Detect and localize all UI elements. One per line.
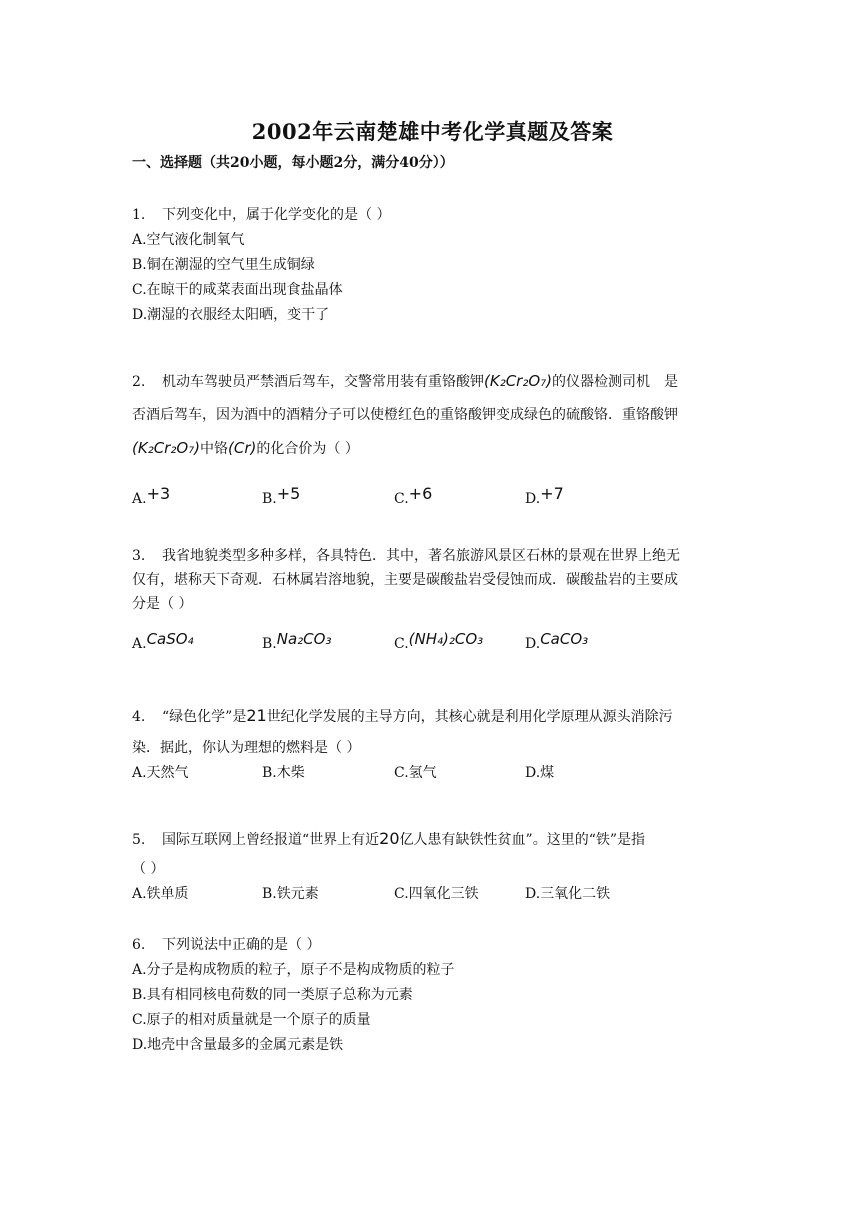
- question-text: 机动车驾驶员严禁酒后驾车，交警常用装有重铬酸钾: [162, 374, 484, 390]
- question-text: 的仪器检测司机 是: [552, 374, 679, 390]
- question-number: 3.: [132, 548, 146, 564]
- option-b: B.木柴: [262, 765, 305, 781]
- question-1-stem: [132, 204, 390, 224]
- option-letter: C.: [394, 491, 409, 507]
- option-letter: C.: [394, 636, 409, 652]
- option-b: [262, 630, 332, 652]
- question-2-stem-line-1: [132, 371, 678, 391]
- question-number: 1.: [132, 207, 146, 223]
- question-4-stem-line-2: 染．据此，你认为理想的燃料是（ ）: [132, 740, 361, 756]
- question-text: 我省地貌类型多种多样，各具特色．其中，著名旅游风景区石林的景观在世界上绝无: [162, 548, 680, 564]
- formula-cr: (Cr): [228, 439, 257, 457]
- question-5-stem-line-1: [132, 829, 645, 849]
- question-3-stem-line-1: [132, 545, 680, 565]
- option-letter: D.: [525, 491, 541, 507]
- question-2-stem-line-2: 否酒后驾车，因为酒中的酒精分子可以使橙红色的重铬酸钾变成绿色的硫酸铬．重铬酸钾: [132, 407, 678, 423]
- option-d: D.三氧化二铁: [525, 886, 611, 902]
- question-text: 的化合价为（ ）: [256, 441, 359, 457]
- formula-k2cr2o7: (K₂Cr₂O₇): [132, 439, 201, 457]
- option-c: [394, 484, 433, 507]
- question-text: 亿人患有缺铁性贫血”。这里的“铁”是指: [399, 832, 646, 848]
- question-6-option-c: C.原子的相对质量就是一个原子的质量: [132, 1012, 371, 1028]
- number-21: 21: [246, 706, 267, 725]
- question-1-option-a: A.空气液化制氧气: [132, 232, 245, 248]
- option-a: [132, 630, 194, 652]
- question-text: 中铬: [200, 441, 229, 457]
- question-number: 5.: [132, 832, 146, 848]
- question-6-option-a: A.分子是构成物质的粒子，原子不是构成物质的粒子: [132, 962, 455, 978]
- option-value: CaSO₄: [146, 630, 194, 648]
- document-title: 2002年云南楚雄中考化学真题及答案: [251, 119, 614, 144]
- question-text: 下列变化中，属于化学变化的是（ ）: [162, 207, 391, 223]
- number-20: 20: [379, 829, 400, 848]
- question-text: 国际互联网上曾经报道“世界上有近: [162, 832, 380, 848]
- formula-k2cr2o7: (K₂Cr₂O₇): [484, 372, 553, 390]
- option-b: [262, 484, 301, 507]
- option-value: +6: [408, 484, 433, 503]
- question-1-option-b: B.铜在潮湿的空气里生成铜绿: [132, 257, 315, 273]
- option-letter: B.: [262, 491, 277, 507]
- option-value: (NH₄)₂CO₃: [408, 630, 484, 648]
- option-value: +7: [540, 484, 564, 503]
- question-text: “绿色化学”是: [162, 709, 247, 725]
- question-1-option-d: D.潮湿的衣服经太阳晒，变干了: [132, 307, 330, 323]
- option-value: Na₂CO₃: [276, 630, 332, 648]
- option-a: A.天然气: [132, 765, 189, 781]
- option-a: A.铁单质: [132, 886, 189, 902]
- question-number: 6.: [132, 937, 146, 953]
- option-letter: A.: [132, 636, 147, 652]
- question-5-stem-line-2: （ ）: [132, 861, 165, 877]
- option-value: CaCO₃: [540, 630, 589, 648]
- option-c: C.四氧化三铁: [394, 886, 479, 902]
- question-6-option-b: B.具有相同核电荷数的同一类原子总称为元素: [132, 987, 413, 1003]
- question-number: 2.: [132, 374, 146, 390]
- question-6-stem: [132, 934, 320, 954]
- option-c: C.氢气: [394, 765, 437, 781]
- question-3-stem-line-3: 分是（ ）: [132, 596, 193, 612]
- option-d: [525, 630, 589, 652]
- option-b: B.铁元素: [262, 886, 319, 902]
- question-text: 下列说法中正确的是（ ）: [162, 937, 321, 953]
- section-heading: 一、选择题（共20小题，每小题2分，满分40分））: [132, 155, 454, 171]
- question-3-stem-line-2: 仅有，堪称天下奇观．石林属岩溶地貌，主要是碳酸盐岩受侵蚀而成．碳酸盐岩的主要成: [132, 572, 678, 588]
- option-a: [132, 484, 171, 507]
- option-d: [525, 484, 564, 507]
- question-text: 世纪化学发展的主导方向，其核心就是利用化学原理从源头消除污: [266, 709, 673, 725]
- option-value: +3: [146, 484, 171, 503]
- option-letter: B.: [262, 636, 277, 652]
- option-value: +5: [276, 484, 301, 503]
- question-1-option-c: C.在晾干的咸菜表面出现食盐晶体: [132, 282, 343, 298]
- question-4-stem-line-1: [132, 706, 673, 726]
- question-number: 4.: [132, 709, 146, 725]
- option-letter: D.: [525, 636, 541, 652]
- option-c: [394, 630, 484, 652]
- question-2-stem-line-3: [132, 438, 359, 458]
- option-letter: A.: [132, 491, 147, 507]
- option-d: D.煤: [525, 765, 555, 781]
- question-6-option-d: D.地壳中含量最多的金属元素是铁: [132, 1037, 344, 1053]
